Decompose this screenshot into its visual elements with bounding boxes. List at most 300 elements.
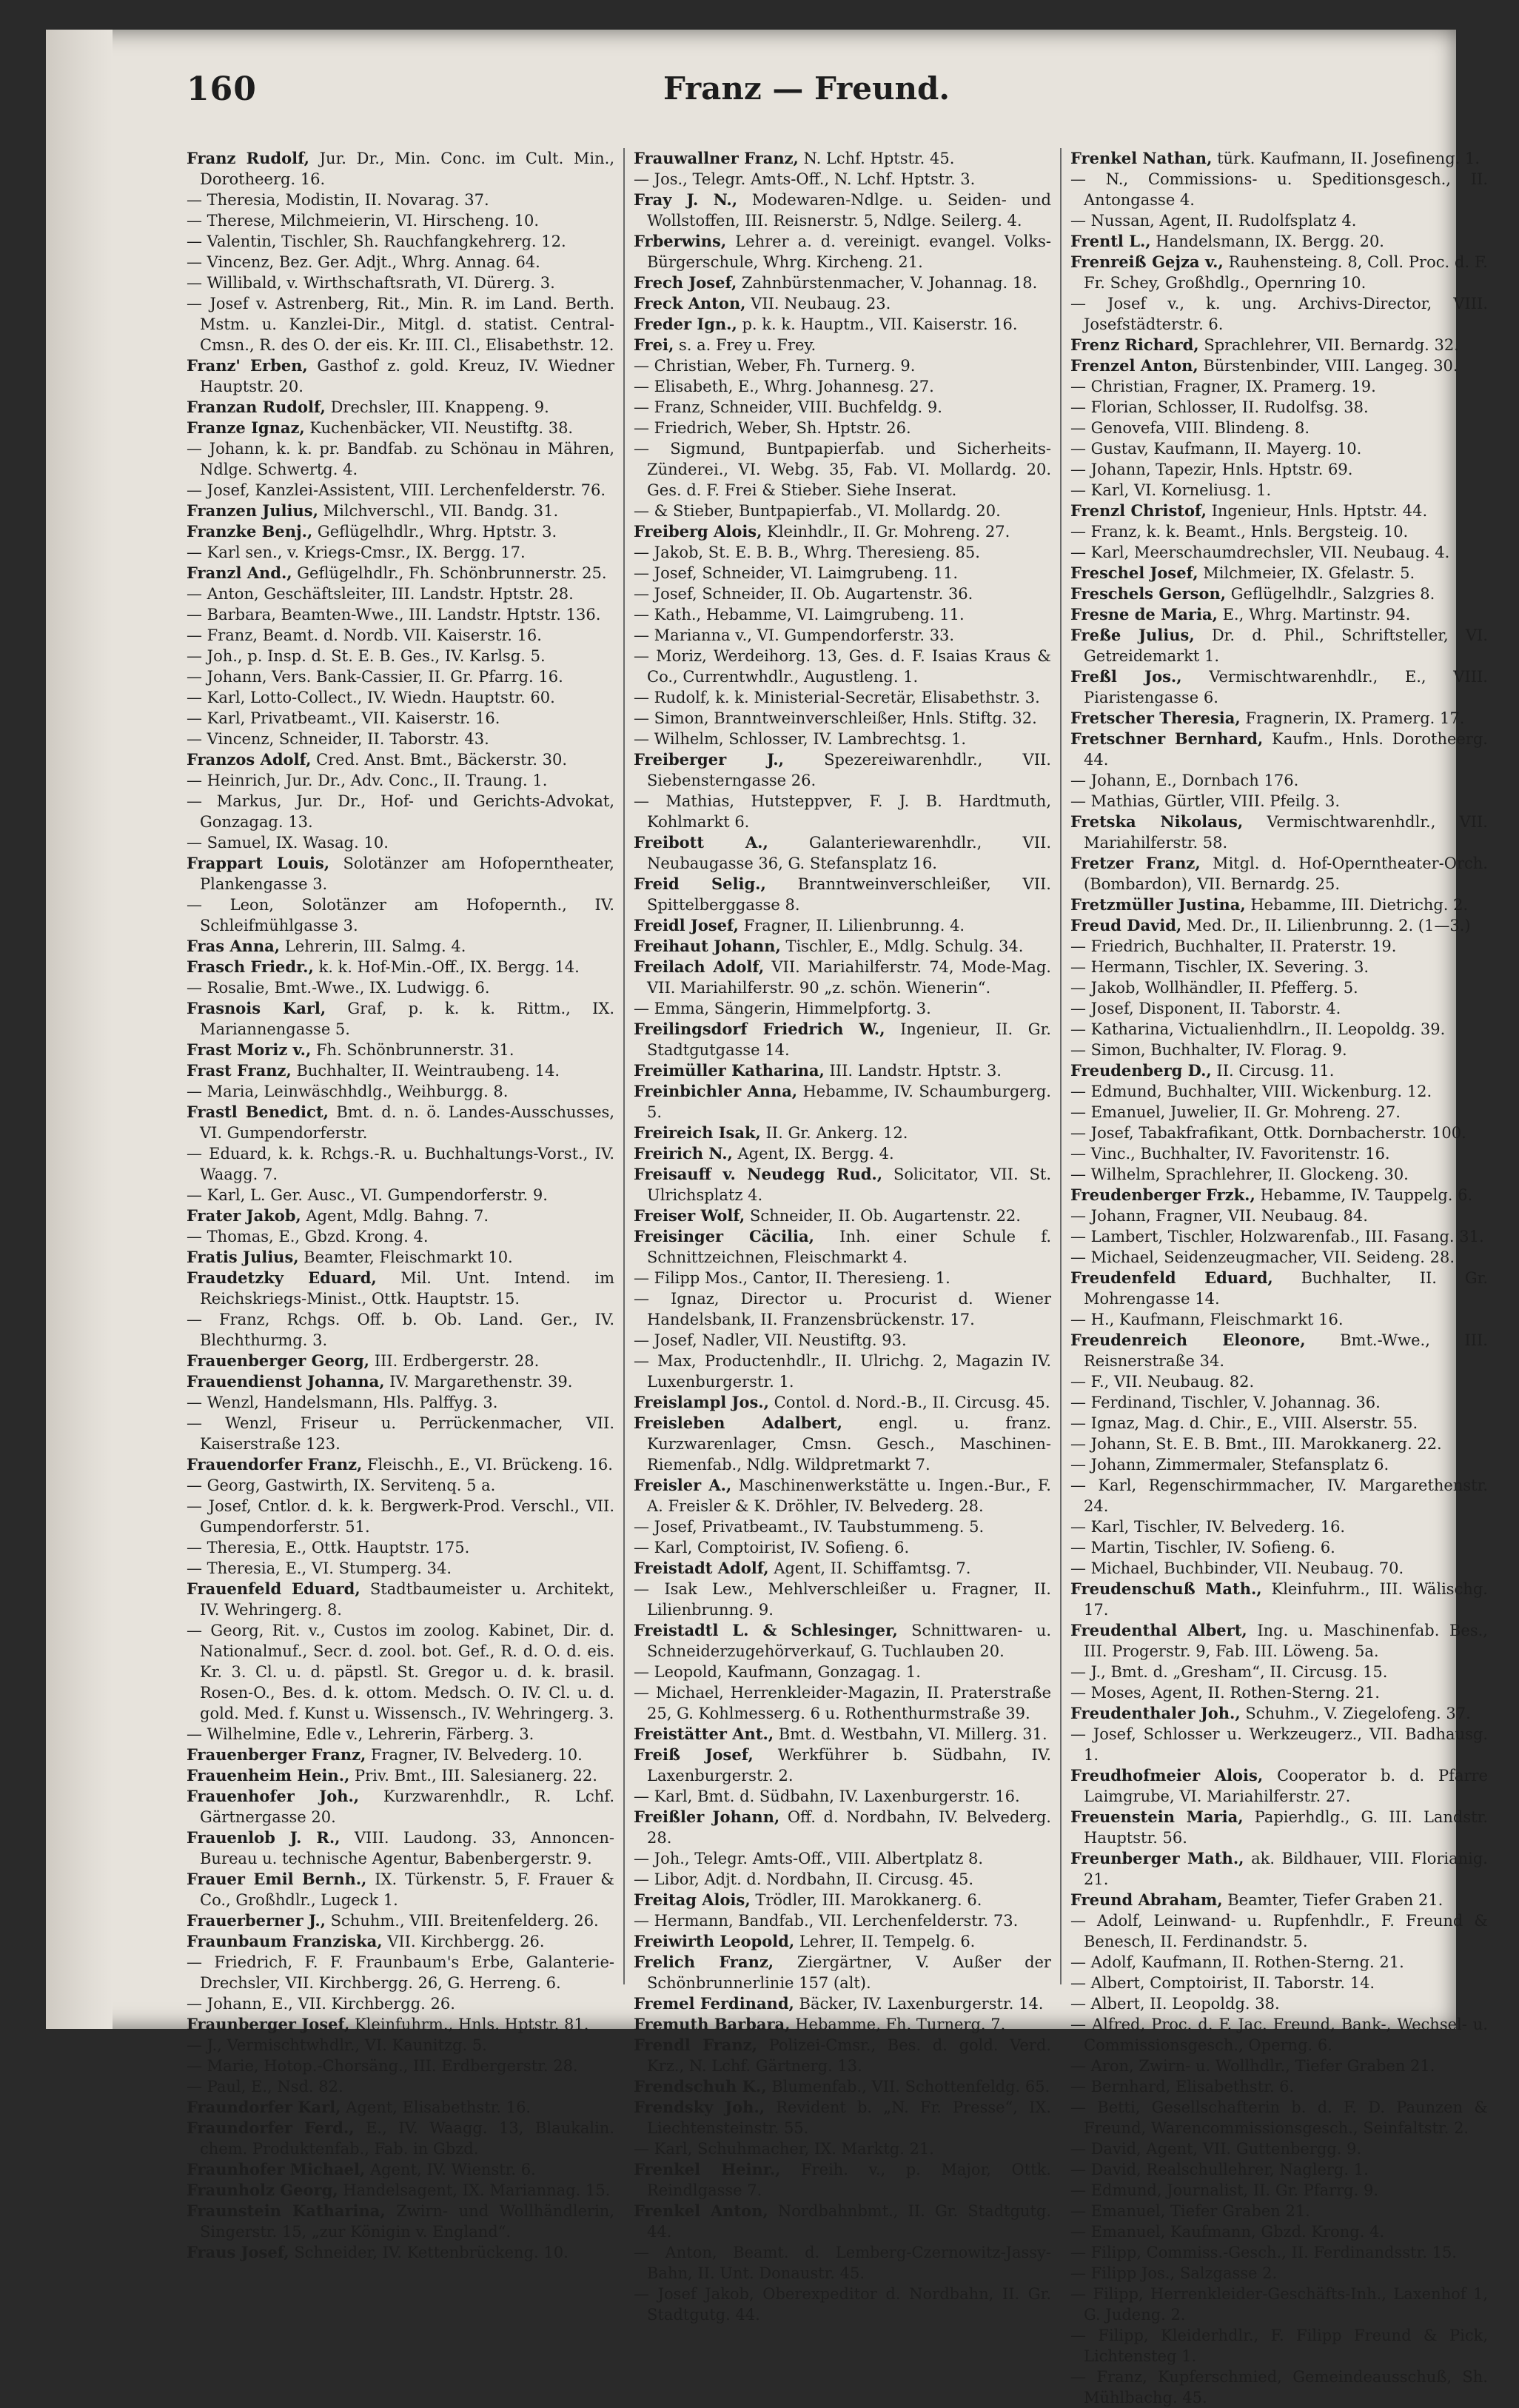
entry-details: — Leopold, Kaufmann, Gonzagag. 1. [634,1663,921,1681]
directory-entry [634,646,1051,687]
entry-details: Zahnbürstenmacher, V. Johannag. 18. [742,274,1038,292]
directory-entry [634,1288,1051,1330]
entry-details: Bäcker, IV. Laxenburgerstr. 14. [799,1995,1044,2013]
entry-name: Fremuth Barbara, [634,2015,791,2033]
directory-entry [634,1143,1051,1164]
directory-entry [1070,998,1488,1019]
directory-entry [634,190,1051,231]
directory-entry [1070,1413,1488,1434]
directory-entry [634,1993,1051,2014]
directory-entry [634,1205,1051,1226]
entry-details: Modewaren-Ndlge. u. Seiden- und Wollstoffen, III. Reisnerstr. 5, Ndlge. Seilerg. 4. [647,191,1051,230]
directory-entry [187,1869,614,1910]
directory-entry [634,1330,1051,1351]
entry-name: Freiberg Alois, [634,522,762,541]
entry-details: — Jakob, Wollhändler, II. Pfefferg. 5. [1070,979,1358,997]
directory-entry [187,521,614,542]
entry-details: Spezereiwarenhdlr., VII. Siebensterngasse 26. [647,751,1051,789]
entry-details: Agent, Mdlg. Bahng. 7. [306,1207,489,1225]
entry-details: Mitgl. d. Hof-Operntheater-Orch. (Bombardon), VII. Bernardg. 25. [1084,854,1488,893]
directory-entry [1070,1371,1488,1392]
entry-name: Frenreiß Gejza v., [1070,252,1224,271]
entry-name: Frendsky Joh., [634,2098,765,2116]
directory-entry [634,2097,1051,2138]
entry-details: Beamter, Fleischmarkt 10. [304,1248,513,1266]
entry-details: Ingenieur, Hnls. Hptstr. 44. [1211,502,1428,520]
entry-details: — Moses, Agent, II. Rothen-Sterng. 21. [1070,1684,1380,1702]
entry-details: Geflügelhdlr., Whrg. Hptstr. 3. [317,523,557,541]
entry-name: Frauendienst Johanna, [187,1372,385,1391]
directory-entry [187,480,614,501]
directory-entry [187,2076,614,2097]
entry-details: — Christian, Fragner, IX. Pramerg. 19. [1070,378,1376,395]
entry-details: II. Gr. Ankerg. 12. [765,1124,908,1142]
entry-details: Buchhalter, II. Gr. Mohrengasse 14. [1084,1269,1488,1308]
entry-details: — Josef, Kanzlei-Assistent, VIII. Lerchenfelderstr. 76. [187,481,606,499]
entry-details: Trödler, III. Marokkanerg. 6. [755,1891,982,1909]
entry-details: — Filipp Jos., Salzgasse 2. [1070,2264,1278,2282]
directory-entry [1070,936,1488,957]
entry-details: — Simon, Buchhalter, IV. Florag. 9. [1070,1041,1347,1059]
entry-details: Off. d. Nordbahn, IV. Belvederg. 28. [647,1808,1051,1847]
directory-entry [1070,1620,1488,1662]
directory-entry [1070,1475,1488,1516]
entry-details: Geflügelhdlr., Fh. Schönbrunnerstr. 25. [297,564,607,582]
directory-entry [187,1620,614,1724]
entry-name: Fraunholz Georg, [187,2181,338,2199]
entry-name: Freilach Adolf, [634,957,765,976]
entry-details: — Franz, Schneider, VIII. Buchfeldg. 9. [634,398,942,416]
directory-entry [634,397,1051,418]
entry-name: Freid Selig., [634,874,766,893]
directory-entry [634,272,1051,293]
directory-entry [634,1724,1051,1745]
directory-page [46,30,1488,2407]
entry-name: Franzen Julius, [187,501,318,520]
directory-entry [634,1786,1051,1807]
entry-name: Frater Jakob, [187,1206,301,1225]
entry-details: — Johann, E., Dornbach 176. [1070,772,1299,789]
entry-details: Schnittwaren- u. Schneiderzugehörverkauf, G. Tuchlauben 20. [647,1622,1052,1660]
directory-entry [634,936,1051,957]
directory-entry [187,231,614,252]
entry-details: — Josef, Disponent, II. Taborstr. 4. [1070,1000,1341,1017]
entry-details: — Alfred, Proc. d. F. Jac. Freund, Bank-, Wechsel- u. Commissionsgesch., Operng. 6. [1070,2016,1488,2054]
entry-details: Handelsmann, IX. Bergg. 20. [1156,233,1384,250]
directory-entry [1070,1993,1488,2014]
entry-details: — Valentin, Tischler, Sh. Rauchfangkehrerg. 12. [187,233,566,250]
entry-name: Freisauff v. Neudegg Rud., [634,1165,883,1183]
entry-details: Dr. d. Phil., Schriftsteller, VI. Getreidemarkt 1. [1084,626,1488,665]
entry-details: — David, Agent, VII. Guttenbergg. 9. [1070,2140,1362,2158]
entry-details: Kleinfuhrm., Hnls. Hptstr. 81. [354,2016,589,2033]
entry-details: Priv. Bmt., III. Salesianerg. 22. [355,1767,597,1785]
entry-details: ak. Bildhauer, VIII. Florianig. 21. [1084,1850,1488,1888]
directory-entry [1070,1164,1488,1185]
entry-details: — Albert, Comptoirist, II. Taborstr. 14. [1070,1974,1375,1992]
entry-details: Agent, II. Schiffamtsg. 7. [774,1559,971,1577]
entry-details: engl. u. franz. Kurzwarenlager, Cmsn. Gesch., Maschinen-Riemenfab., Ndlg. Wildpretmarkt 7. [647,1414,1051,1474]
directory-entry [187,1143,614,1185]
entry-details: Vermischtwarenhdlr., VII. Mariahilferstr. 58. [1084,813,1488,852]
entry-details: — Hermann, Tischler, IX. Severing. 3. [1070,958,1369,976]
directory-entry [187,708,614,729]
entry-details: — Marianna v., VI. Gumpendorferstr. 33. [634,626,955,644]
entry-details: — Wilhelmine, Edle v., Lehrerin, Färberg. 3. [187,1725,534,1743]
entry-name: Franzan Rudolf, [187,398,326,416]
directory-entry [1070,1247,1488,1268]
directory-entry [1070,1392,1488,1413]
entry-details: Stadtbaumeister u. Architekt, IV. Wehringerg. 8. [200,1580,614,1619]
directory-entry [187,438,614,480]
directory-entry [1070,2180,1488,2201]
directory-entry [634,1620,1051,1662]
entry-details: — Josef, Nadler, VII. Neustiftg. 93. [634,1331,907,1349]
directory-entry [634,1060,1051,1081]
entry-details: — Wilhelm, Schlosser, IV. Lambrechtsg. 1. [634,730,967,748]
directory-entry [634,1392,1051,1413]
entry-details: — Adolf, Kaufmann, II. Rothen-Sterng. 21. [1070,1953,1404,1971]
entry-details: — Martin, Tischler, IV. Sofieng. 6. [1070,1539,1335,1556]
entry-details: — Rudolf, k. k. Ministerial-Secretär, Elisabethstr. 3. [634,689,1040,706]
directory-entry [1070,2284,1488,2325]
entry-name: Freudenberger Frzk., [1070,1185,1255,1204]
entry-details: — Filipp, Commiss.-Gesch., II. Ferdinandsstr. 15. [1070,2244,1457,2261]
entry-details: — Rosalie, Bmt.-Wwe., IX. Ludwigg. 6. [187,979,490,997]
directory-entry [187,749,614,770]
entry-name: Frendschuh K., [634,2077,767,2096]
entry-details: — Josef, Schneider, II. Ob. Augartenstr. 36. [634,585,973,603]
directory-entry [634,1890,1051,1910]
entry-details: II. Circusg. 11. [1216,1062,1335,1080]
entry-details: — Joh., Telegr. Amts-Off., VIII. Albertplatz 8. [634,1850,984,1867]
entry-name: Freistätter Ant., [634,1725,774,1743]
entry-details: — Max, Productenhdlr., II. Ulrichg. 2, Magazin IV. Luxenburgerstr. 1. [634,1352,1051,1391]
directory-entry [634,542,1051,563]
entry-name: Frast Franz, [187,1061,292,1080]
entry-details: Zwirn- und Wollhändlerin, Singerstr. 15, „zur Königin v. England“. [200,2202,614,2241]
directory-entry [634,2159,1051,2201]
directory-entry [1070,2325,1488,2367]
entry-details: — Willibald, v. Wirthschaftsrath, VI. Dürerg. 3. [187,274,555,292]
entry-details: — H., Kaufmann, Fleischmarkt 16. [1070,1311,1344,1328]
directory-entry [187,1392,614,1413]
directory-entry [1070,1185,1488,1205]
directory-entry [187,791,614,832]
entry-details: — Theresia, E., Ottk. Hauptstr. 175. [187,1539,470,1556]
directory-entry [1070,231,1488,252]
entry-details: Cred. Anst. Bmt., Bäckerstr. 30. [316,751,568,769]
entry-details: — Leon, Solotänzer am Hofopernth., IV. Schleifmühlgasse 3. [187,896,614,934]
entry-name: Freislampl Jos., [634,1393,769,1411]
directory-entry [634,2138,1051,2159]
entry-name: Freudenberg D., [1070,1061,1212,1080]
directory-entry [1070,1102,1488,1123]
entry-name: Freisler A., [634,1476,732,1494]
entry-details: — Ignaz, Director u. Procurist d. Wiener Handelsbank, II. Franzensbrückenstr. 17. [634,1290,1051,1328]
directory-entry [1070,1848,1488,1890]
directory-entry [1070,1765,1488,1807]
entry-details: Rauhensteing. 8, Coll. Proc. d. F. Fr. Schey, Großhdlg., Opernring 10. [1084,253,1488,292]
directory-entry [1070,1973,1488,1993]
directory-entry [634,148,1051,169]
entry-details: — Genovefa, VIII. Blindeng. 8. [1070,419,1310,437]
entry-name: Freiwirth Leopold, [634,1932,795,1950]
entry-details: — Friedrich, Weber, Sh. Hptstr. 26. [634,419,911,437]
directory-entry [187,1060,614,1081]
directory-entry [634,1413,1051,1475]
column-right [1060,148,1497,2407]
directory-entry [634,2201,1051,2242]
directory-entry [1070,459,1488,480]
directory-entry [634,2076,1051,2097]
entry-details: Bmt. d. n. ö. Landes-Ausschusses, VI. Gumpendorferstr. [200,1103,614,1142]
entry-details: Solotänzer am Hofoperntheater, Plankengasse 3. [200,854,614,893]
entry-details: Lehrer, II. Tempelg. 6. [799,1933,976,1950]
directory-entry [187,1205,614,1226]
directory-entry [634,1123,1051,1143]
entry-details: Tischler, E., Mdlg. Schulg. 34. [785,937,1024,955]
directory-entry [1070,2242,1488,2263]
directory-entry [187,1268,614,1309]
directory-entry [1070,957,1488,977]
entry-details: — Karl, Comptoirist, IV. Sofieng. 6. [634,1539,910,1556]
entry-details: Freih. v., p. Major, Ottk. Reindlgasse 7. [647,2161,1052,2199]
entry-name: Fretzmüller Justina, [1070,895,1246,914]
entry-details: Agent, Elisabethstr. 16. [346,2098,532,2116]
directory-entry [187,2097,614,2118]
entry-details: N. Lchf. Hptstr. 45. [803,150,955,167]
directory-entry [187,542,614,563]
directory-entry [1070,1268,1488,1309]
directory-entry [187,148,614,190]
entry-details: — Ignaz, Mag. d. Chir., E., VIII. Alserstr. 55. [1070,1414,1418,1432]
entry-details: — Karl sen., v. Kriegs-Cmsr., IX. Bergg. 17. [187,544,526,561]
entry-details: Blumenfab., VII. Schottenfeldg. 65. [771,2078,1050,2096]
entry-details: Hebamme, IV. Schaumburgerg. 5. [647,1083,1051,1121]
directory-entry [634,604,1051,625]
entry-details: — Thomas, E., Gbzd. Krong. 4. [187,1228,429,1245]
entry-name: Fretscher Theresia, [1070,709,1241,727]
directory-entry [187,1226,614,1247]
directory-entry [634,832,1051,874]
directory-entry [187,1102,614,1143]
entry-name: Freschels Gerson, [1070,584,1227,603]
entry-details: Handelsagent, IX. Mariannag. 15. [343,2181,611,2199]
directory-entry [187,2014,614,2035]
directory-entry [634,1537,1051,1558]
entry-details: — Anton, Beamt. d. Lemberg-Czernowitz-Jassy-Bahn, II. Unt. Donaustr. 45. [634,2244,1051,2282]
directory-entry [187,1993,614,2014]
entry-details: — Eduard, k. k. Rchgs.-R. u. Buchhaltungs-Vorst., IV. Waagg. 7. [187,1145,614,1183]
entry-name: Freisinger Cäcilia, [634,1227,814,1245]
directory-entry [1070,376,1488,397]
entry-name: Frberwins, [634,232,727,250]
entry-details: Beamter, Tiefer Graben 21. [1227,1891,1443,1909]
directory-entry [187,1724,614,1745]
directory-entry [634,625,1051,646]
entry-details: — Vincenz, Schneider, II. Taborstr. 43. [187,730,489,748]
entry-details: Drechsler, III. Knappeng. 9. [330,398,549,416]
entry-details: — Michael, Herrenkleider-Magazin, II. Praterstraße 25, G. Kohlmesserg. 6 u. Rothenthurmstraße 39. [634,1684,1051,1722]
directory-entry [634,874,1051,915]
entry-details: — Josef, Schlosser u. Werkzeugerz., VII. Badhausg. 1. [1070,1725,1488,1764]
directory-entry [634,231,1051,272]
directory-entry [634,563,1051,583]
entry-details: — Edmund, Journalist, II. Gr. Pfarrg. 9. [1070,2181,1379,2199]
entry-details: Fragnerin, IX. Pramerg. 17. [1245,709,1465,727]
directory-entry [1070,355,1488,376]
entry-details: Revident b. „N. Fr. Presse“, IX. Liechtensteinstr. 55. [647,2098,1052,2137]
entry-details: Hebamme, IV. Tauppelg. 6. [1260,1186,1473,1204]
directory-entry [1070,1040,1488,1060]
entry-name: Freudenreich Eleonore, [1070,1331,1306,1349]
directory-entry [634,1910,1051,1931]
directory-entry [187,770,614,791]
entry-details: s. a. Frey u. Frey. [678,336,816,354]
entry-details: Kleinfuhrm., III. Wälischg. 17. [1084,1580,1488,1619]
entry-details: — Michael, Buchbinder, VII. Neubaug. 70. [1070,1559,1404,1577]
entry-details: — Kath., Hebamme, VI. Laimgrubeng. 11. [634,606,965,623]
entry-details: Vermischtwarenhdlr., E., VIII. Piaristengasse 6. [1084,668,1488,706]
entry-details: Lehrer a. d. vereinigt. evangel. Volks-Bürgerschule, Whrg. Kircheng. 21. [647,233,1051,271]
entry-details: — Filipp, Herrenkleider-Geschäfts-Inh., Laxenhof 1, G. Judeng. 2. [1070,2285,1488,2324]
column-left [187,148,623,2261]
entry-details: — Johann, St. E. B. Bmt., III. Marokkanerg. 22. [1070,1435,1442,1453]
directory-entry [1070,2159,1488,2180]
entry-name: Freunberger Math., [1070,1849,1244,1867]
directory-entry [634,1848,1051,1869]
directory-entry [1070,894,1488,915]
entry-details: Branntweinverschleißer, VII. Spittelberggasse 8. [647,875,1051,914]
directory-entry [1070,148,1488,169]
entry-details: Papierhdlg., G. III. Landstr. Hauptstr. 56. [1084,1808,1488,1847]
entry-details: — Georg, Gastwirth, IX. Servitenq. 5 a. [187,1476,496,1494]
running-head: Franz — Freund. [663,70,950,107]
entry-name: Frappart Louis, [187,854,330,872]
directory-entry [1070,1579,1488,1620]
entry-name: Frauendorfer Franz, [187,1455,363,1474]
entry-name: Freud David, [1070,916,1182,934]
entry-name: Fraundorfer Karl, [187,2098,341,2116]
entry-details: — Johann, Tapezir, Hnls. Hptstr. 69. [1070,461,1353,478]
entry-name: Frastl Benedict, [187,1103,329,1121]
entry-details: — Wilhelm, Sprachlehrer, II. Glockeng. 30. [1070,1165,1409,1183]
entry-name: Freudenschuß Math., [1070,1579,1262,1598]
entry-details: Graf, p. k. k. Rittm., IX. Mariannengasse 5. [200,1000,614,1038]
directory-entry [1070,1019,1488,1040]
directory-entry [187,2118,614,2159]
directory-entry [634,1226,1051,1268]
entry-name: Fray J. N., [634,190,738,209]
entry-details: — Albert, II. Leopoldg. 38. [1070,1995,1280,2013]
entry-name: Frelich Franz, [634,1953,774,1971]
entry-name: Fraus Josef, [187,2243,289,2261]
entry-details: Bmt. d. Westbahn, VI. Millerg. 31. [778,1725,1047,1743]
directory-entry [1070,542,1488,563]
directory-entry [187,2180,614,2201]
directory-entry [187,2159,614,2180]
entry-details: Jur. Dr., Min. Conc. im Cult. Min., Dorotheerg. 16. [200,150,614,188]
directory-entry [187,1185,614,1205]
entry-name: Frauenheim Hein., [187,1766,350,1785]
entry-details: — Franz, Rchgs. Off. b. Ob. Land. Ger., IV. Blechthurmg. 3. [187,1311,614,1349]
directory-entry [1070,977,1488,998]
entry-details: — Mathias, Gürtler, VIII. Pfeilg. 3. [1070,792,1341,810]
entry-details: Fragner, IV. Belvederg. 10. [371,1746,583,1764]
entry-details: — Karl, Schuhmacher, IX. Marktg. 21. [634,2140,934,2158]
entry-name: Frech Josef, [634,273,737,292]
directory-entry [187,666,614,687]
directory-entry [187,355,614,397]
directory-entry [187,1952,614,1993]
directory-entry [634,521,1051,542]
entry-details: — Bernhard, Elisabethstr. 6. [1070,2078,1295,2096]
directory-entry [187,210,614,231]
directory-entry [634,1807,1051,1848]
entry-details: Schuhm., V. Ziegelofeng. 37. [1245,1705,1471,1722]
directory-entry [187,625,614,646]
entry-details: Agent, IX. Bergg. 4. [737,1145,894,1163]
directory-entry [187,1081,614,1102]
entry-name: Fraundorfer Ferd., [187,2118,355,2137]
entry-details: — Josef v., k. ung. Archivs-Director, VIII. Josefstädterstr. 6. [1070,295,1488,333]
entry-details: — Jakob, St. E. B. B., Whrg. Theresieng. 85. [634,544,980,561]
entry-details: — Franz, k. k. Beamt., Hnls. Bergsteig. 10. [1070,523,1409,541]
entry-details: — Isak Lew., Mehlverschleißer u. Fragner, II. Lilienbrunng. 9. [634,1580,1051,1619]
entry-details: — Georg, Rit. v., Custos im zoolog. Kabinet, Dir. d. Nationalmuf., Secr. d. zool. bot. Gef., R. d. O. d. eis. Kr. 3. Cl. u. d. päpstl. St. Gregor u. d. k. brasil. Rosen-O., Bes. d. k. ottom. Medsch. O. IV. Cl. u. d. gold. Med. f. Kunst u. Wissensch., IV. Wehringerg. 3. [187,1622,614,1722]
entry-name: Frauerberner J., [187,1911,326,1930]
directory-entry [1070,521,1488,542]
directory-entry [1070,625,1488,666]
entry-details: — Christian, Weber, Fh. Turnerg. 9. [634,357,916,375]
entry-name: Freiberger J., [634,750,784,769]
directory-entry [187,272,614,293]
entry-name: Fratis Julius, [187,1248,299,1266]
directory-entry [187,2035,614,2056]
directory-entry [634,1952,1051,1993]
directory-entry [1070,2097,1488,2138]
directory-entry [634,791,1051,832]
directory-entry [1070,1330,1488,1371]
entry-details: Fh. Schönbrunnerstr. 31. [315,1041,514,1059]
entry-name: Franz' Erben, [187,356,308,375]
entry-details: — Filipp, Kleiderhdlr., F. Filipp Freund & Pick, Lichtensteg 1. [1070,2327,1488,2365]
directory-entry [634,1081,1051,1123]
directory-entry [187,1745,614,1765]
directory-entry [634,998,1051,1019]
entry-name: Fraudetzky Eduard, [187,1268,377,1287]
entry-details: E., IV. Waagg. 13, Blaukalin. chem. Produktenfab., Fab. in Gbzd. [200,2119,614,2158]
directory-entry [187,1537,614,1558]
directory-entry [187,894,614,936]
entry-name: Fremel Ferdinand, [634,1994,794,2013]
entry-name: Freudenthaler Joh., [1070,1704,1241,1722]
entry-details: VII. Neubaug. 23. [751,295,891,312]
entry-details: Fragner, II. Lilienbrunng. 4. [743,917,965,934]
entry-details: — Paul, E., Nsd. 82. [187,2078,343,2096]
entry-details: — Mathias, Hutsteppver, F. J. B. Hardtmuth, Kohlmarkt 6. [634,792,1051,831]
directory-entry [634,293,1051,314]
directory-entry [1070,1434,1488,1454]
entry-name: Freistadt Adolf, [634,1559,769,1577]
entry-details: Milchverschl., VII. Bandg. 31. [323,502,559,520]
entry-name: Frauenfeld Eduard, [187,1579,361,1598]
directory-entry [1070,418,1488,438]
directory-entry [1070,708,1488,729]
directory-entry [1070,1952,1488,1973]
entry-details: III. Landstr. Hptstr. 3. [829,1062,1002,1080]
